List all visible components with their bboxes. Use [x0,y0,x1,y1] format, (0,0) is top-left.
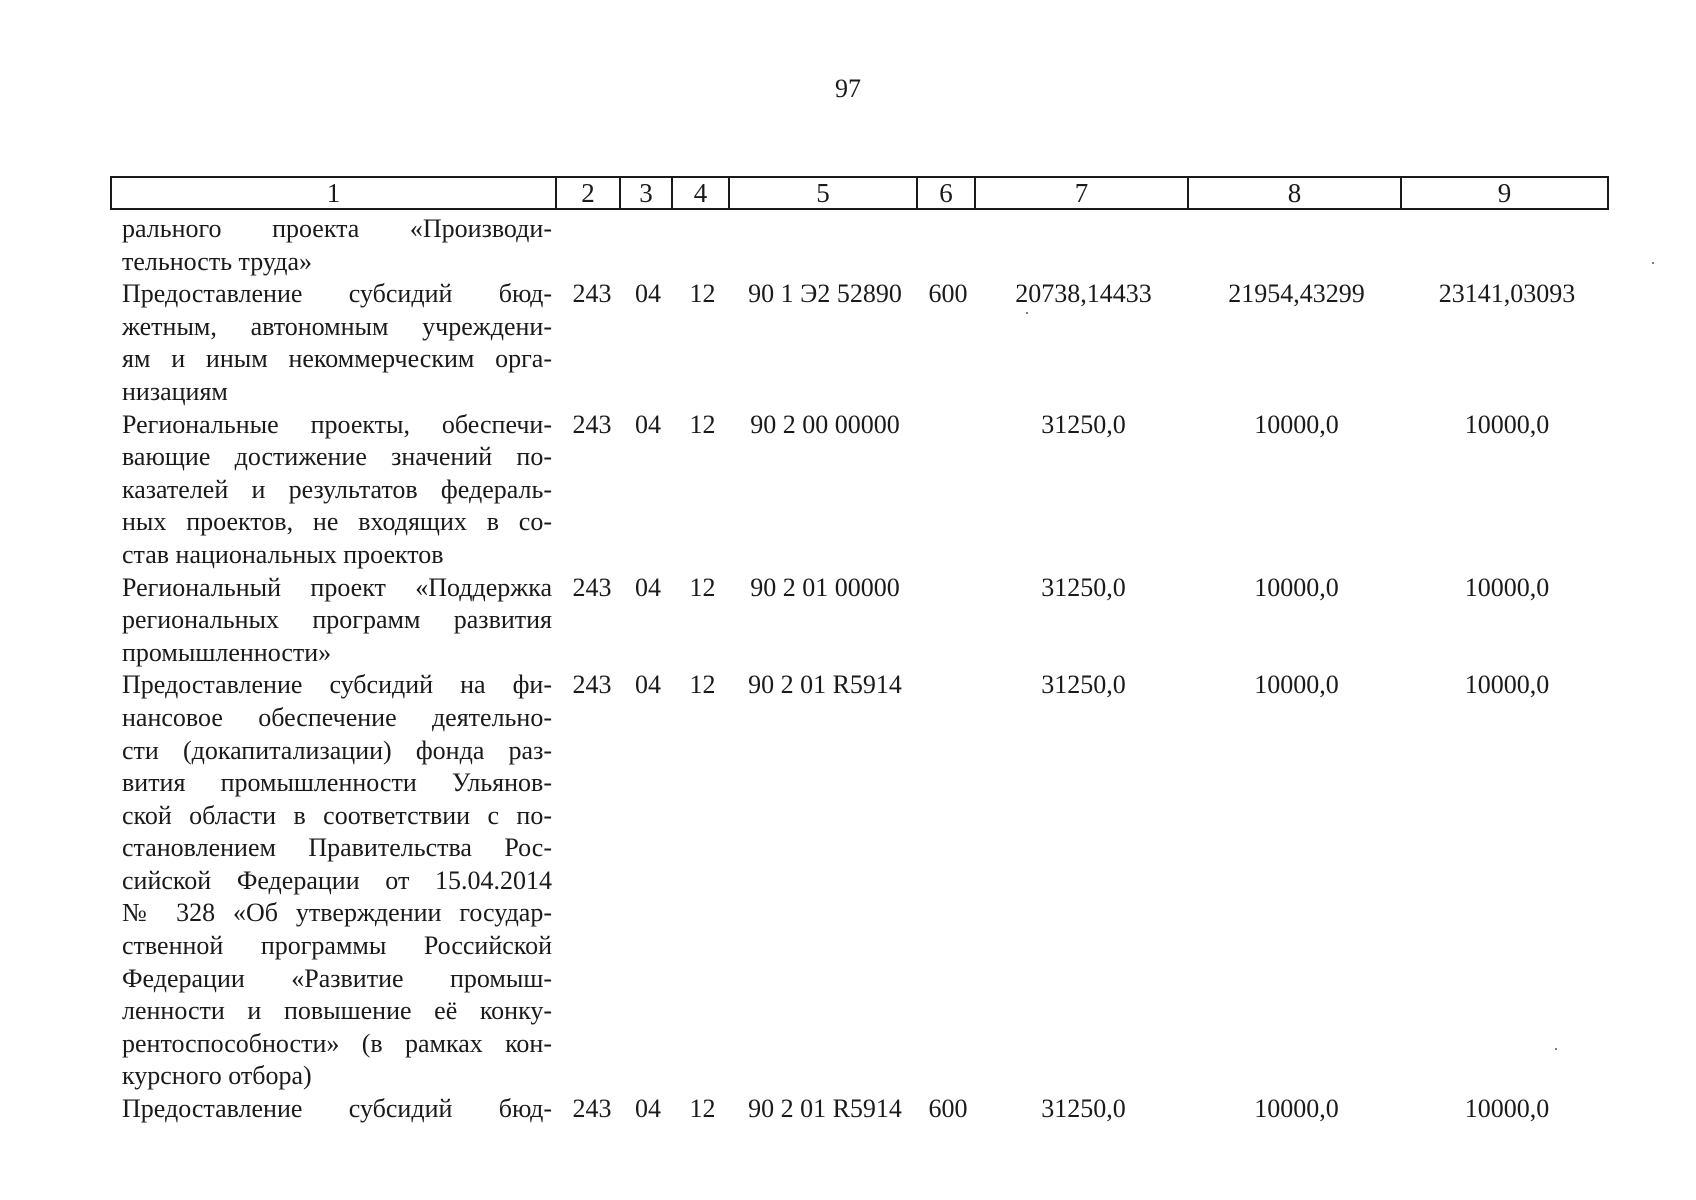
cell-col-8: 10000,0 [1254,409,1339,439]
description-line: ям и иным некоммерческим орга- [122,344,552,374]
scan-speck [1652,262,1654,264]
cell-col-3: 04 [635,279,661,309]
cell-col-4: 12 [689,572,716,602]
cell-col-3: 04 [635,409,661,439]
cell-col-6: 600 [928,279,968,309]
cell-col-6: 600 [928,1094,968,1124]
description-line: рального проекта «Производи- [122,214,552,243]
column-header-3: 3 [620,177,672,209]
cell-col-5: 90 1 Э2 52890 [748,279,902,309]
cell-col-3: 04 [635,670,661,700]
row-description [122,213,552,278]
description-line: рентоспособности» (в рамках кон- [122,1028,552,1058]
cell-col-4: 12 [689,279,716,309]
cell-col-2: 243 [572,409,612,439]
table-row [110,213,1607,278]
scan-speck [1026,312,1028,314]
cell-col-7: 31250,0 [1041,572,1126,602]
table-row [110,669,1607,1093]
description-line: промышленности» [122,637,332,667]
cell-col-2: 243 [572,279,612,309]
page-number: 97 [835,74,861,103]
column-header-8: 8 [1188,177,1401,209]
cell-col-5: 90 2 00 00000 [750,409,900,439]
cell-col-4: 12 [689,409,716,439]
cell-col-3: 04 [635,1094,661,1124]
description-line: Предоставление субсидий на фи- [122,670,552,700]
cell-col-9: 10000,0 [1464,409,1550,439]
description-line: сти (докапитализации) фонда раз- [122,735,552,765]
description-line: ственной программы Российской [122,931,552,961]
row-description [122,1093,552,1126]
cell-col-4: 12 [689,670,716,700]
cell-col-2: 243 [572,572,612,602]
table-row [110,572,1607,670]
column-header-7: 7 [975,177,1188,209]
cell-col-8: 10000,0 [1254,1094,1339,1124]
description-line: Предоставление субсидий бюд- [122,1094,552,1124]
cell-col-8: 10000,0 [1254,670,1339,700]
row-description [122,669,552,1093]
description-line: став национальных проектов [122,539,444,569]
description-line: Федерации «Развитие промыш- [122,963,552,993]
column-header-2: 2 [556,177,620,209]
description-line: региональных программ развития [122,605,552,635]
cell-col-9: 10000,0 [1464,1094,1550,1124]
description-line: сийской Федерации от 15.04.2014 [122,865,552,895]
table-row [110,1093,1607,1126]
cell-col-7: 31250,0 [1041,670,1126,700]
cell-col-9: 10000,0 [1464,572,1550,602]
description-line: курсного отбора) [122,1061,312,1091]
cell-col-2: 243 [572,1094,612,1124]
description-line: Региональный проект «Поддержка [122,572,552,602]
description-line: № 328 «Об утверждении государ- [122,898,552,928]
description-line: становлением Правительства Рос- [122,833,552,863]
row-description [122,409,552,572]
row-description [122,278,552,408]
column-header-6: 6 [917,177,975,209]
description-line: нансовое обеспечение деятельно- [122,702,552,732]
cell-col-8: 21954,43299 [1228,279,1365,309]
cell-col-9: 10000,0 [1464,670,1550,700]
row-description [122,572,552,670]
cell-col-4: 12 [689,1094,716,1124]
description-line: казателей и результатов федераль- [122,474,552,504]
cell-col-8: 10000,0 [1254,572,1339,602]
description-line: ской области в соответствии с по- [122,800,552,830]
table-body [110,213,1607,1126]
cell-col-5: 90 2 01 00000 [750,572,900,602]
cell-col-9: 23141,03093 [1438,279,1576,309]
description-line: тельность труда» [122,246,313,276]
cell-col-5: 90 2 01 R5914 [748,1094,902,1124]
scan-speck [1555,1048,1557,1050]
column-header-4: 4 [672,177,729,209]
description-line: ных проектов, не входящих в со- [122,507,552,537]
description-line: ленности и повышение её конку- [122,996,552,1026]
column-header-table [110,176,1609,210]
cell-col-5: 90 2 01 R5914 [748,670,902,700]
description-line: жетным, автономным учреждени- [122,311,552,341]
table-row [110,278,1607,408]
cell-col-3: 04 [635,572,661,602]
cell-col-2: 243 [572,670,612,700]
description-line: вития промышленности Ульянов- [122,768,552,798]
description-line: Предоставление субсидий бюд- [122,279,552,309]
column-header-1: 1 [111,177,556,209]
description-line: низациям [122,376,228,406]
description-line: вающие достижение значений по- [122,442,552,472]
column-header-5: 5 [729,177,917,209]
cell-col-7: 20738,14433 [1015,279,1152,309]
description-line: Региональные проекты, обеспечи- [122,409,552,439]
cell-col-7: 31250,0 [1041,409,1126,439]
table-row [110,409,1607,572]
column-header-9: 9 [1401,177,1608,209]
cell-col-7: 31250,0 [1041,1094,1126,1124]
